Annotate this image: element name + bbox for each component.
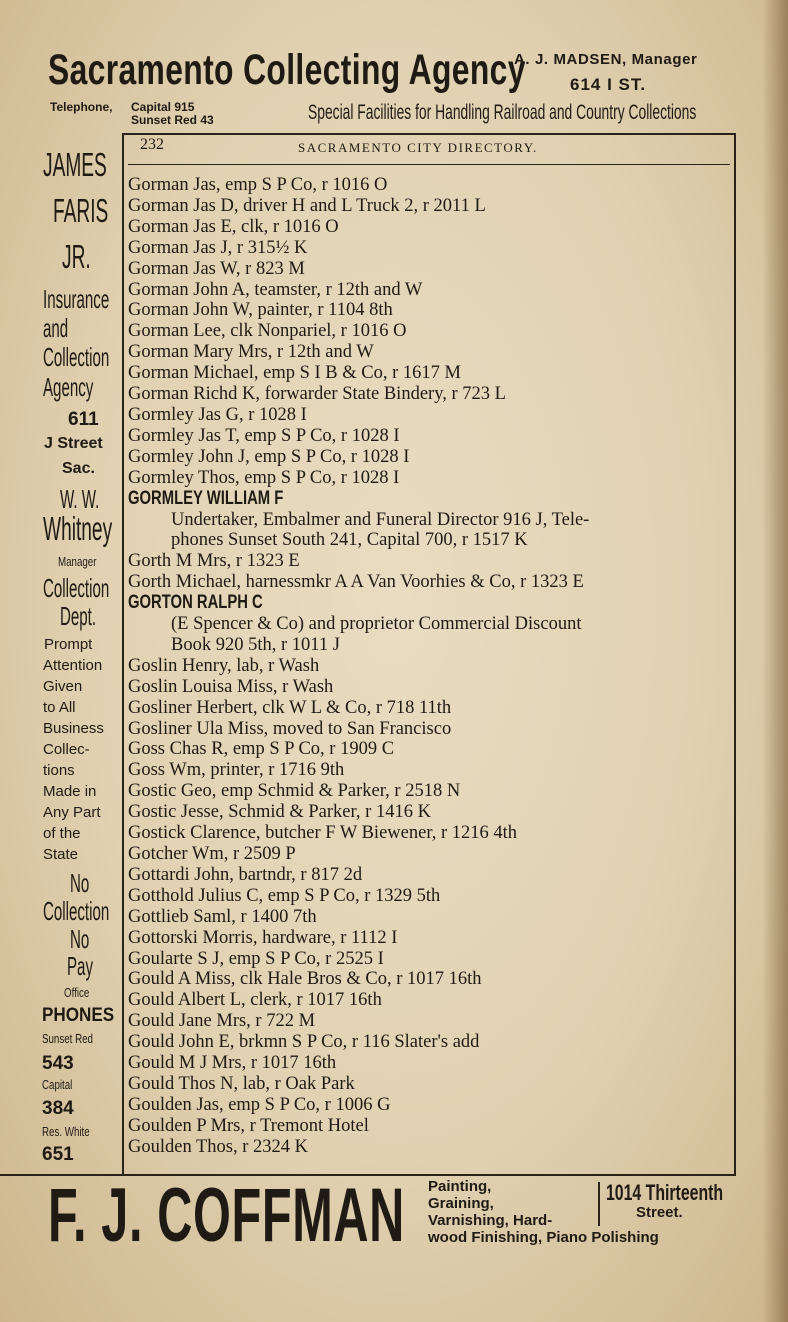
directory-entry: Goularte S J, emp S P Co, r 2525 I: [128, 948, 384, 969]
sidebar-line: 651: [42, 1144, 74, 1165]
directory-entry-detail: phones Sunset South 241, Capital 700, r 1517 K: [171, 530, 528, 551]
sidebar-line: Pay: [67, 951, 93, 981]
directory-entry-detail: Undertaker, Embalmer and Funeral Director 916 J, Tele-: [171, 509, 590, 530]
directory-entry: Gorth M Mrs, r 1323 E: [128, 551, 300, 572]
directory-entry: Gotthold Julius C, emp S P Co, r 1329 5th: [128, 885, 441, 906]
directory-entry: Gorman Jas W, r 823 M: [128, 258, 305, 279]
directory-entry: Goulden P Mrs, r Tremont Hotel: [128, 1115, 369, 1136]
agency-title: Sacramento Collecting Agency: [48, 46, 526, 94]
footer-service-line: Varnishing, Hard-: [428, 1212, 553, 1229]
directory-entry: Gorman Jas D, driver H and L Truck 2, r 2011 L: [128, 195, 486, 216]
directory-entry: Gould M J Mrs, r 1017 16th: [128, 1053, 337, 1074]
directory-entry: Gorman Jas E, clk, r 1016 O: [128, 216, 339, 237]
directory-entry: Gould Albert L, clerk, r 1017 16th: [128, 990, 382, 1011]
directory-entry-detail: Book 920 5th, r 1011 J: [171, 634, 340, 655]
sidebar-line: Collection: [43, 896, 110, 926]
sidebar-line: W. W.: [60, 484, 100, 514]
directory-entry: Gorman Lee, clk Nonpariel, r 1016 O: [128, 321, 407, 342]
directory-entry: Goss Chas R, emp S P Co, r 1909 C: [128, 739, 395, 760]
sidebar-line: Res. White: [42, 1124, 90, 1139]
sidebar-line: Whitney: [43, 510, 113, 547]
footer-divider: [598, 1182, 600, 1226]
sidebar-line: JAMES: [43, 146, 107, 183]
directory-entries: [128, 175, 734, 1158]
telephone-sunset: Sunset Red 43: [131, 113, 214, 127]
sidebar-line: Sac.: [62, 460, 95, 477]
directory-entry: Goss Wm, printer, r 1716 9th: [128, 760, 345, 781]
directory-entry: Gorman Jas J, r 315½ K: [128, 237, 308, 258]
sidebar-line: FARIS: [53, 192, 109, 229]
telephone-capital: Capital 915: [131, 100, 195, 114]
directory-entry: Gould A Miss, clk Hale Bros & Co, r 1017 16th: [128, 969, 482, 990]
sidebar-line: No: [70, 868, 90, 898]
directory-entry: Gould Thos N, lab, r Oak Park: [128, 1073, 355, 1094]
footer-service-line: Painting,: [428, 1178, 492, 1195]
directory-entry: Gottorski Morris, hardware, r 1112 I: [128, 927, 398, 948]
sidebar-line: Agency: [43, 372, 94, 402]
directory-entry: Gotcher Wm, r 2509 P: [128, 844, 296, 864]
page-number: 232: [140, 136, 164, 153]
sidebar-line: 611: [68, 409, 99, 430]
frame-right-rule: [734, 133, 736, 1176]
footer-address-line2: Street.: [636, 1204, 683, 1221]
directory-entry: Gosliner Ula Miss, moved to San Francisco: [128, 718, 452, 739]
directory-heading: GORTON RALPH C: [128, 592, 263, 614]
sidebar-line: J Street: [44, 435, 103, 452]
directory-entry-detail: (E Spencer & Co) and proprietor Commercial Discount: [171, 614, 582, 635]
sidebar-line: Prompt: [44, 636, 93, 653]
directory-heading: GORMLEY WILLIAM F: [128, 487, 284, 509]
directory-entry: Gorman Mary Mrs, r 12th and W: [128, 342, 374, 363]
directory-entry: Goslin Henry, lab, r Wash: [128, 655, 320, 676]
directory-entry: Gostic Geo, emp Schmid & Parker, r 2518 N: [128, 781, 461, 802]
page-edge-shadow: [762, 0, 788, 1322]
sidebar-line: Sunset Red: [42, 1031, 93, 1046]
directory-entry: Gormley Jas G, r 1028 I: [128, 404, 307, 425]
directory-entry: Gould John E, brkmn S P Co, r 116 Slater's add: [128, 1032, 480, 1053]
footer-service-line: Graining,: [428, 1195, 494, 1212]
sidebar-line: Business: [43, 720, 104, 737]
agency-address: 614 I ST.: [570, 75, 647, 94]
sidebar-line: Collection: [43, 342, 110, 372]
running-head-rule: [128, 164, 730, 165]
directory-entry: Gottlieb Saml, r 1400 7th: [128, 906, 317, 927]
frame-top-rule: [122, 133, 736, 135]
sidebar-line: Insurance: [43, 284, 110, 314]
sidebar-line: State: [43, 846, 79, 863]
directory-entry: Gorman John A, teamster, r 12th and W: [128, 279, 423, 300]
telephone-label: Telephone,: [50, 100, 113, 114]
footer-advertiser-name: F. J. COFFMAN: [48, 1173, 405, 1258]
directory-entry: Gould Jane Mrs, r 722 M: [128, 1011, 316, 1032]
sidebar-line: PHONES: [42, 1005, 115, 1026]
sidebar-line: 543: [42, 1053, 74, 1074]
running-head: SACRAMENTO CITY DIRECTORY.: [298, 140, 538, 155]
directory-entry: Goulden Thos, r 2324 K: [128, 1136, 309, 1157]
directory-entry: Gottardi John, bartndr, r 817 2d: [128, 864, 363, 885]
directory-entry: Goulden Jas, emp S P Co, r 1006 G: [128, 1094, 391, 1115]
sidebar-line: Dept.: [60, 601, 97, 631]
directory-entry: Gorth Michael, harnessmkr A A Van Voorhies & Co, r 1323 E: [128, 572, 584, 593]
directory-entry: Gorman John W, painter, r 1104 8th: [128, 300, 393, 321]
sidebar-line: Capital: [42, 1077, 73, 1092]
directory-entry: Gostic Jesse, Schmid & Parker, r 1416 K: [128, 802, 431, 823]
sidebar-line: Office: [64, 985, 90, 1000]
sidebar-line: Attention: [43, 657, 103, 674]
sidebar-line: JR.: [62, 238, 91, 275]
directory-entry: Gorman Michael, emp S I B & Co, r 1617 M: [128, 363, 461, 384]
sidebar-line: and: [43, 313, 69, 343]
sidebar-line: Made in: [43, 783, 97, 800]
directory-entry: Gorman Richd K, forwarder State Bindery, r 723 L: [128, 384, 506, 405]
directory-entry: Gormley John J, emp S P Co, r 1028 I: [128, 446, 410, 467]
sidebar-line: of the: [43, 825, 81, 842]
sidebar-line: to All: [43, 699, 76, 716]
directory-entry: Gormley Jas T, emp S P Co, r 1028 I: [128, 425, 400, 446]
sidebar-line: Collec-: [43, 741, 90, 758]
directory-entry: Gorman Jas, emp S P Co, r 1016 O: [128, 175, 388, 195]
sidebar-line: tions: [43, 762, 75, 779]
agency-manager: A. J. MADSEN, Manager: [514, 51, 698, 68]
footer-address-line1: 1014 Thirteenth: [606, 1180, 724, 1205]
sidebar-line: Collection: [43, 573, 110, 603]
sidebar-line: Manager: [58, 554, 97, 569]
directory-entry: Gosliner Herbert, clk W L & Co, r 718 11th: [128, 697, 452, 718]
sidebar-line: No: [70, 924, 90, 954]
footer-service-line: wood Finishing, Piano Polishing: [428, 1229, 659, 1246]
frame-left-rule: [122, 133, 124, 1176]
agency-special-facilities: Special Facilities for Handling Railroad and Country Collections: [308, 101, 697, 124]
sidebar-line: 384: [42, 1098, 74, 1119]
directory-entry: Goslin Louisa Miss, r Wash: [128, 676, 334, 697]
directory-entry: Gostick Clarence, butcher F W Biewener, r 1216 4th: [128, 823, 518, 844]
directory-entry: Gormley Thos, emp S P Co, r 1028 I: [128, 467, 400, 488]
sidebar-line: Any Part: [43, 804, 101, 821]
sidebar-line: Given: [43, 678, 83, 695]
